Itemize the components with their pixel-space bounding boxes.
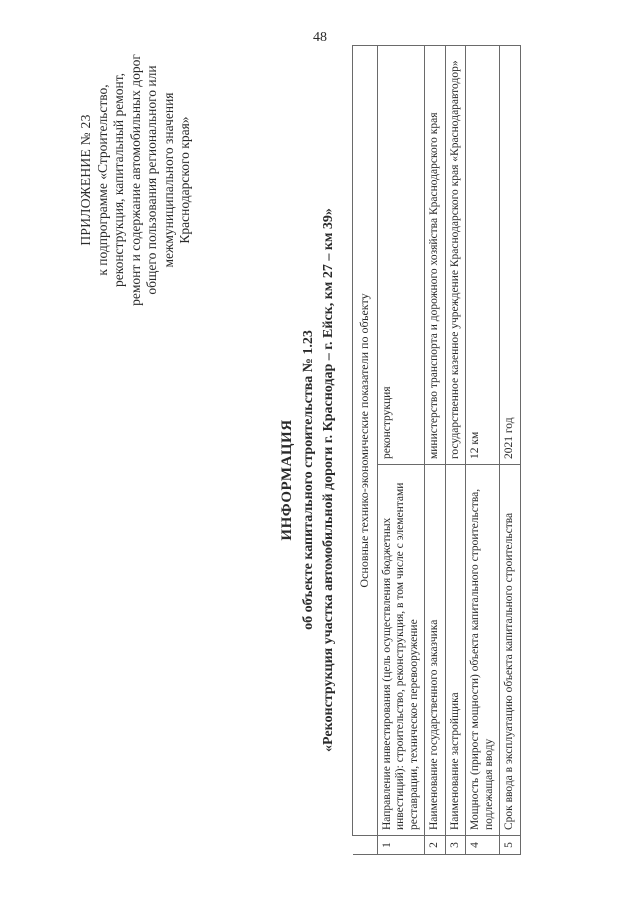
indicators-table bbox=[352, 45, 521, 855]
row-number: 3 bbox=[445, 836, 466, 855]
row-indicator-name: Срок ввода в эксплуатацию объекта капитального строительства bbox=[500, 465, 521, 836]
row-indicator-name: Наименование государственного заказчика bbox=[425, 465, 446, 836]
row-number: 1 bbox=[377, 836, 425, 855]
row-indicator-value: 12 км bbox=[466, 46, 500, 465]
heading-object-name: «Реконструкция участка автомобильной дороги г. Краснодар – г. Ейск, км 27 – км 39» bbox=[321, 208, 336, 752]
row-indicator-value: реконструкция bbox=[377, 46, 425, 465]
table-row bbox=[500, 46, 521, 855]
appendix-line: реконструкция, капитальный ремонт, bbox=[111, 72, 126, 288]
table-row bbox=[425, 46, 446, 855]
appendix-line: межмуниципального значения bbox=[160, 92, 176, 268]
row-indicator-value: государственное казенное учреждение Краснодарского края «Краснодаравтодор» bbox=[445, 46, 466, 465]
table-header-row bbox=[353, 46, 378, 855]
table-header-num-cell bbox=[353, 836, 378, 855]
rotated-page-content bbox=[40, 40, 600, 880]
document-heading bbox=[277, 120, 339, 840]
page-number: 48 bbox=[313, 30, 327, 45]
table-header-cell: Основные технико-экономические показатели по объекту bbox=[353, 46, 378, 836]
appendix-block bbox=[78, 40, 194, 320]
row-number: 5 bbox=[500, 836, 521, 855]
appendix-line: к подпрограмме «Строительство, bbox=[94, 84, 110, 276]
table-row bbox=[377, 46, 425, 855]
table-row bbox=[466, 46, 500, 855]
table-row bbox=[445, 46, 466, 855]
row-indicator-name: Направление инвестирования (цель осуществления бюджетных инвестиций): строительство, реконструкция, в том числе с элементами реставрации, техническое перевооружение bbox=[377, 465, 425, 836]
appendix-line: ремонт и содержание автомобильных дорог bbox=[127, 54, 143, 306]
row-indicator-value: 2021 год bbox=[500, 46, 521, 465]
row-number: 2 bbox=[425, 836, 446, 855]
row-indicator-name: Мощность (прирост мощности) объекта капитального строительства, подлежащая вводу bbox=[466, 465, 500, 836]
appendix-title: ПРИЛОЖЕНИЕ № 23 bbox=[78, 114, 93, 246]
row-number: 4 bbox=[466, 836, 500, 855]
row-indicator-name: Наименование застройщика bbox=[445, 465, 466, 836]
appendix-line: Краснодарского края» bbox=[177, 116, 192, 244]
heading-title: ИНФОРМАЦИЯ bbox=[279, 419, 295, 541]
row-indicator-value: министерство транспорта и дорожного хозяйства Краснодарского края bbox=[425, 46, 446, 465]
heading-subtitle: об объекте капитального строительства № 1.23 bbox=[301, 330, 316, 630]
appendix-line: общего пользования регионального или bbox=[144, 65, 159, 295]
